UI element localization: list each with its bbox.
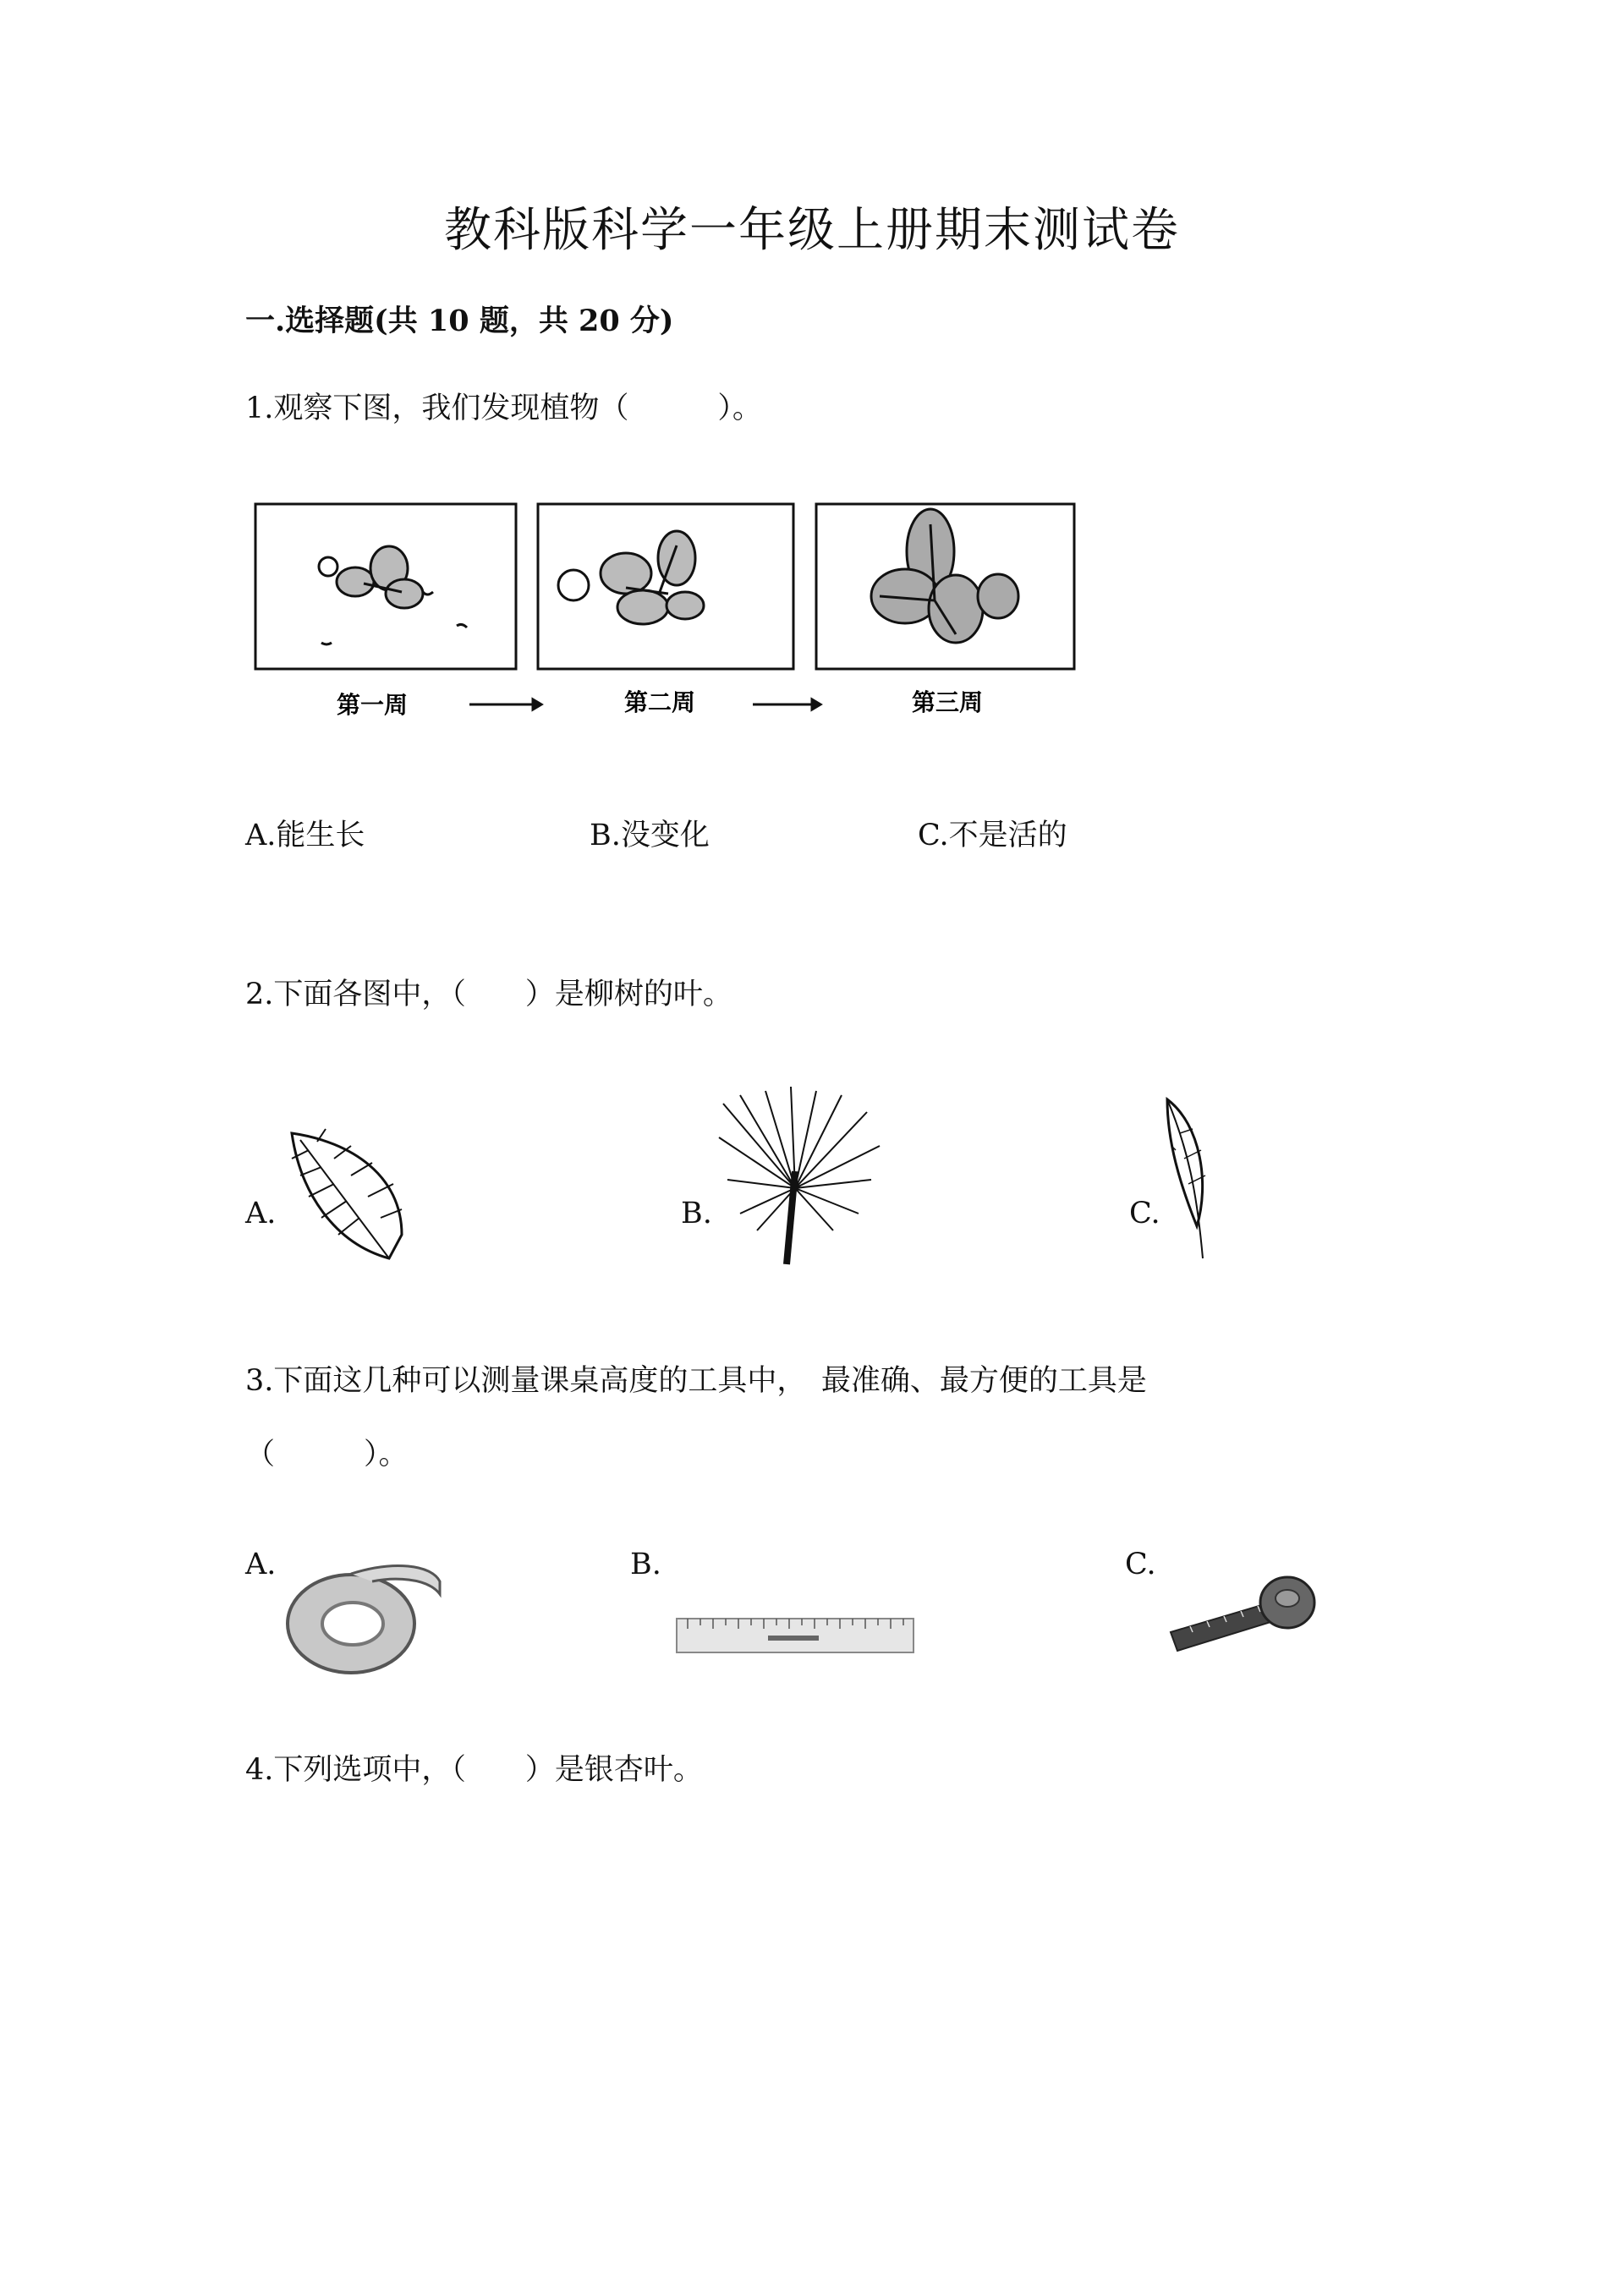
question-3-option-b[interactable]: B. [630, 1548, 661, 1581]
question-3-option-a[interactable]: A. [245, 1548, 277, 1581]
week2-label: 第二周 [624, 688, 696, 716]
question-3-option-c[interactable]: C. [1125, 1548, 1156, 1581]
question-2-option-a[interactable]: A. [245, 1197, 277, 1230]
question-4-text: 4.下列选项中，（ ）是银杏叶。 [245, 1753, 703, 1787]
question-1-option-b[interactable]: B.没变化 [590, 819, 710, 852]
week3-label: 第三周 [912, 688, 984, 716]
pine-needles-icon [715, 1087, 884, 1269]
question-3-text: 3.下面这几种可以测量课桌高度的工具中， 最准确、最方便的工具是 [245, 1364, 1147, 1398]
section-heading: 一.选择题(共 10 题，共 20 分) [245, 304, 674, 338]
question-1-text: 1.观察下图，我们发现植物（ ）。 [245, 392, 762, 425]
question-1-option-c[interactable]: C.不是活的 [918, 819, 1067, 852]
question-1-option-a[interactable]: A.能生长 [245, 819, 365, 852]
question-2-option-b[interactable]: B. [681, 1197, 712, 1230]
week1-panel [255, 504, 516, 669]
week1-label: 第一周 [337, 691, 409, 719]
question-3-text-continued: （ ）。 [245, 1438, 409, 1471]
question-2-option-c[interactable]: C. [1129, 1197, 1160, 1230]
soft-tape-measure-icon [1169, 1573, 1317, 1658]
willow-leaf-icon [1159, 1091, 1226, 1260]
steel-tape-roll-icon [283, 1543, 444, 1679]
straight-ruler-icon [675, 1617, 916, 1656]
serrated-leaf-icon [283, 1125, 410, 1264]
question-2-text: 2.下面各图中，（ ）是柳树的叶。 [245, 978, 732, 1011]
plant-growth-figure [254, 499, 1091, 736]
week2-panel [538, 504, 793, 669]
arrow-1 [469, 699, 541, 710]
week3-panel [816, 504, 1074, 669]
arrow-2 [753, 699, 820, 710]
page-title: 教科版科学一年级上册期末测试卷 [444, 203, 1180, 258]
